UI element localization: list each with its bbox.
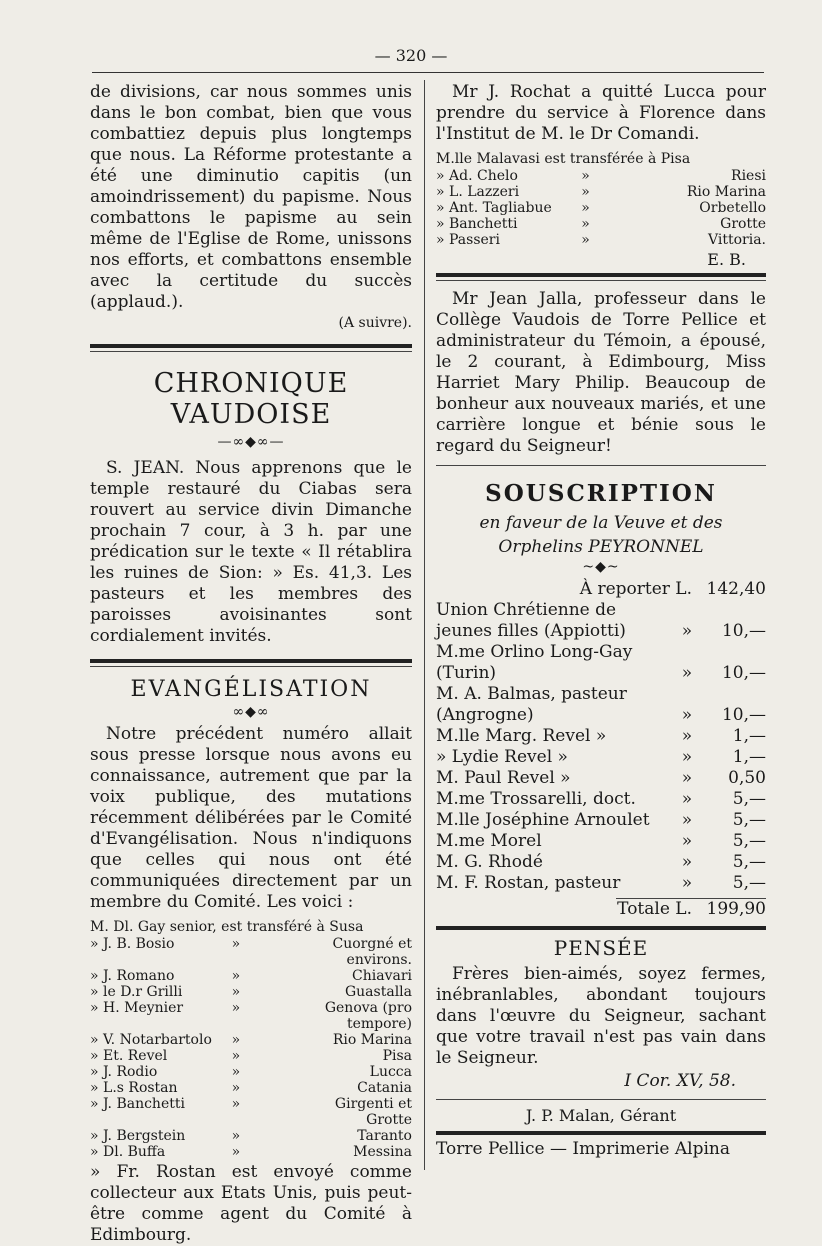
- transfer-name: » H. Meynier: [90, 1000, 184, 1016]
- chronique-heading: CHRONIQUE VAUDOISE: [153, 368, 349, 430]
- list-row: [436, 768, 766, 789]
- donor-ditto: »: [681, 768, 693, 788]
- list-row: [436, 726, 766, 747]
- transfer-place: Genova (pro tempore): [324, 1000, 412, 1032]
- donor-amount: 10,—: [721, 663, 766, 683]
- section-rule: [90, 659, 412, 663]
- transfer-place: Taranto: [357, 1128, 412, 1144]
- transfer-place: Orbetello: [699, 200, 766, 216]
- transfer-name: » Banchetti: [436, 216, 518, 232]
- list-row: [436, 684, 766, 726]
- header-rule: [92, 72, 764, 73]
- transfer-ditto: »: [231, 1080, 241, 1096]
- left-column: [90, 82, 412, 1246]
- section-rule-thin: [436, 280, 766, 281]
- transfer-name: » le D.r Grilli: [90, 984, 183, 1000]
- section-rule-thin: [90, 351, 412, 352]
- section-rule-thin: [436, 465, 766, 466]
- transfer-ditto: »: [231, 1128, 241, 1144]
- transfer-ditto: »: [231, 1064, 241, 1080]
- transfer-name: » J. B. Bosio: [90, 936, 175, 952]
- gerant-line: J. P. Malan, Gérant: [525, 1106, 677, 1125]
- transfer-place: Messina: [353, 1144, 412, 1160]
- section-rule-thin: [90, 666, 412, 667]
- transfer-ditto: »: [231, 1048, 241, 1064]
- evangelisation-heading: EVANGÉLISATION: [130, 677, 372, 702]
- transfer-name: » Dl. Buffa: [90, 1144, 166, 1160]
- donor-amount: 0,50: [728, 768, 766, 788]
- transfer-place: Vittoria.: [708, 232, 766, 248]
- donor-name: M.me Morel: [436, 831, 542, 851]
- donor-name: M.lle Joséphine Arnoulet: [436, 810, 650, 830]
- list-row: [90, 1000, 412, 1032]
- list-row: [436, 642, 766, 684]
- transfer-place: Riesi: [731, 168, 766, 184]
- report-label: À reporter L.: [579, 579, 692, 599]
- list-row: [90, 1032, 412, 1048]
- transfer-name: » J. Romano: [90, 968, 175, 984]
- transfer-ditto: »: [581, 232, 590, 248]
- transfer-name: » Ant. Tagliabue: [436, 200, 552, 216]
- donor-amount: 5,—: [732, 852, 766, 872]
- list-row: [90, 1144, 412, 1160]
- right-column: [436, 82, 766, 1159]
- donor-name: Union Chrétienne de jeunes filles (Appiotti): [436, 600, 626, 641]
- transfer-place: Grotte: [720, 216, 766, 232]
- list-row: [436, 232, 766, 248]
- transfer-name: » Ad. Chelo: [436, 168, 518, 184]
- souscription-heading: SOUSCRIPTION: [485, 480, 717, 507]
- donation-table: [436, 579, 766, 894]
- list-row: [90, 936, 412, 968]
- transfer-ditto: »: [581, 168, 590, 184]
- ornament: —∞◆∞—: [217, 434, 285, 450]
- list-row: [436, 168, 766, 184]
- imprimerie-line: Torre Pellice — Imprimerie Alpina: [436, 1139, 731, 1159]
- transfer-name: » L.s Rostan: [90, 1080, 178, 1096]
- transfer-place: Guastalla: [344, 984, 412, 1000]
- pensee-heading: PENSÉE: [553, 936, 649, 960]
- list-row: [90, 1048, 412, 1064]
- evangelisation-paragraph: Notre précédent numéro allait sous presse lorsque nous avons eu connaissance, autrement que par la voix publique, des mutations récemment délibérées par le Comité d'Evangélisation. Nous n'indiquons que celles qui nous ont été communiquées directement par un membre du Comité. Les voici :: [90, 724, 412, 912]
- transfer-place: Lucca: [369, 1064, 412, 1080]
- donor-amount: 1,—: [732, 747, 766, 767]
- section-rule: [90, 344, 412, 348]
- list-row: [436, 831, 766, 852]
- transfer-place: Catania: [357, 1080, 412, 1096]
- section-rule: [436, 1131, 766, 1135]
- transfer-place: Chiavari: [352, 968, 412, 984]
- transfer-ditto: »: [231, 1032, 241, 1048]
- transfer-ditto: »: [581, 184, 590, 200]
- donor-amount: 1,—: [732, 726, 766, 746]
- transfer-name: » L. Lazzeri: [436, 184, 520, 200]
- list-row: [436, 810, 766, 831]
- column-divider: [424, 80, 425, 1170]
- souscription-sub2: Orphelins PEYRONNEL: [498, 537, 704, 557]
- report-row: [436, 579, 766, 600]
- list-row: [436, 216, 766, 232]
- list-row: [436, 873, 766, 894]
- donor-amount: 5,—: [732, 789, 766, 809]
- list-row: [436, 747, 766, 768]
- a-suivre: (A suivre).: [338, 315, 412, 331]
- transfer-ditto: »: [581, 200, 590, 216]
- section-rule: [436, 273, 766, 277]
- list-row: [436, 852, 766, 873]
- list-row: [90, 1064, 412, 1080]
- ornament: ~◆~: [582, 559, 620, 575]
- donor-name: M.me Orlino Long-Gay (Turin): [436, 642, 633, 683]
- final-paragraph: » Fr. Rostan est envoyé comme collecteur aux Etats Unis, puis peut-être comme agent du Comité à Edimbourg.: [90, 1162, 412, 1245]
- donor-ditto: »: [681, 705, 693, 725]
- total-row: [436, 899, 766, 920]
- donor-amount: 5,—: [732, 831, 766, 851]
- donor-amount: 5,—: [732, 810, 766, 830]
- rochat-paragraph: Mr J. Rochat a quitté Lucca pour prendre du service à Florence dans l'Institut de M. le Dr Comandi.: [436, 82, 766, 144]
- donor-name: M. G. Rhodé: [436, 852, 543, 872]
- pensee-paragraph: Frères bien-aimés, soyez fermes, inébranlables, abondant toujours dans l'œuvre du Seigneur, sachant que votre travail n'est pas vain dans le Seigneur.: [436, 964, 766, 1068]
- total-label: Totale L.: [617, 899, 692, 919]
- section-rule-thin: [436, 1099, 766, 1100]
- total-value: 199,90: [706, 899, 766, 919]
- jalla-paragraph: Mr Jean Jalla, professeur dans le Collège Vaudois de Torre Pellice et administrateur du Témoin, a épousé, le 2 courant, à Edimbourg, Miss Harriet Mary Philip. Beaucoup de bonheur aux nouveaux mariés, et une carrière longue et bénie sous le regard du Seigneur!: [436, 289, 766, 456]
- transfer-name: » J. Bergstein: [90, 1128, 186, 1144]
- donor-name: M. Paul Revel »: [436, 768, 571, 788]
- list-row: [436, 200, 766, 216]
- donor-name: M. F. Rostan, pasteur: [436, 873, 621, 893]
- list-row: [90, 968, 412, 984]
- malavasi-first: M.lle Malavasi est transférée à Pisa: [436, 151, 691, 167]
- donor-name: M. A. Balmas, pasteur (Angrogne): [436, 684, 627, 725]
- transfer-name: » J. Banchetti: [90, 1096, 185, 1112]
- transfer-place: Rio Marina: [332, 1032, 412, 1048]
- list-row: [436, 789, 766, 810]
- signature-eb: E. B.: [707, 250, 746, 269]
- transfer-ditto: »: [581, 216, 590, 232]
- donor-amount: 10,—: [721, 621, 766, 641]
- donor-ditto: »: [681, 810, 693, 830]
- list-row: [436, 600, 766, 642]
- transfer-first: M. Dl. Gay senior, est transféré à Susa: [90, 919, 364, 935]
- donor-name: M.lle Marg. Revel »: [436, 726, 607, 746]
- transfer-ditto: »: [231, 984, 241, 1000]
- donor-ditto: »: [681, 831, 693, 851]
- transfer-ditto: »: [231, 1144, 241, 1160]
- intro-paragraph: de divisions, car nous sommes unis dans le bon combat, bien que vous combattiez depuis plus longtemps que nous. La Réforme protestante a été une diminutio capitis (un amoindrissement) du papisme. Nous combattons le papisme au sein même de l'Eglise de Rome, unissons nos efforts, et combattons ensemble avec la certitude du succès (applaud.).: [90, 82, 412, 312]
- ornament: ∞◆∞: [232, 704, 270, 720]
- souscription-sub1: en faveur de la Veuve et des: [479, 513, 723, 533]
- transfer-place: Pisa: [382, 1048, 412, 1064]
- transfer-place: Cuorgné et environs.: [332, 936, 412, 968]
- section-rule: [436, 926, 766, 930]
- donor-ditto: »: [681, 747, 693, 767]
- list-row: [90, 984, 412, 1000]
- donor-amount: 5,—: [732, 873, 766, 893]
- transfer-ditto: »: [231, 968, 241, 984]
- donor-ditto: »: [681, 621, 693, 641]
- report-value: 142,40: [706, 579, 766, 599]
- donor-ditto: »: [681, 852, 693, 872]
- list-row: [90, 1128, 412, 1144]
- donor-ditto: »: [681, 726, 693, 746]
- pensee-reference: I Cor. XV, 58.: [624, 1071, 736, 1091]
- transfer-name: » V. Notarbartolo: [90, 1032, 212, 1048]
- total-table: [436, 899, 766, 920]
- transfer-name: » Et. Revel: [90, 1048, 168, 1064]
- page-number: — 320 —: [374, 46, 448, 65]
- transfer-ditto: »: [231, 936, 241, 952]
- transfer-place: Rio Marina: [686, 184, 766, 200]
- list-row: [90, 1096, 412, 1128]
- list-row: [90, 1080, 412, 1096]
- donor-name: » Lydie Revel »: [436, 747, 568, 767]
- malavasi-table: [436, 168, 766, 248]
- list-row: [436, 184, 766, 200]
- donor-ditto: »: [681, 663, 693, 683]
- donor-name: M.me Trossarelli, doct.: [436, 789, 636, 809]
- transfer-ditto: »: [231, 1096, 241, 1112]
- transfer-name: » J. Rodio: [90, 1064, 158, 1080]
- donor-ditto: »: [681, 789, 693, 809]
- transfer-table: [90, 936, 412, 1160]
- transfer-ditto: »: [231, 1000, 241, 1016]
- donor-amount: 10,—: [721, 705, 766, 725]
- transfer-place: Girgenti et Grotte: [334, 1096, 412, 1128]
- transfer-name: » Passeri: [436, 232, 500, 248]
- donor-ditto: »: [681, 873, 693, 893]
- chronique-paragraph: S. JEAN. Nous apprenons que le temple restauré du Ciabas sera rouvert au service divin Dimanche prochain 7 cour, à 3 h. par une prédication sur le texte « Il rétablira les ruines de Sion: » Es. 41,3. Les pasteurs et les membres des paroisses avoisinantes sont cordialement invités.: [90, 458, 412, 646]
